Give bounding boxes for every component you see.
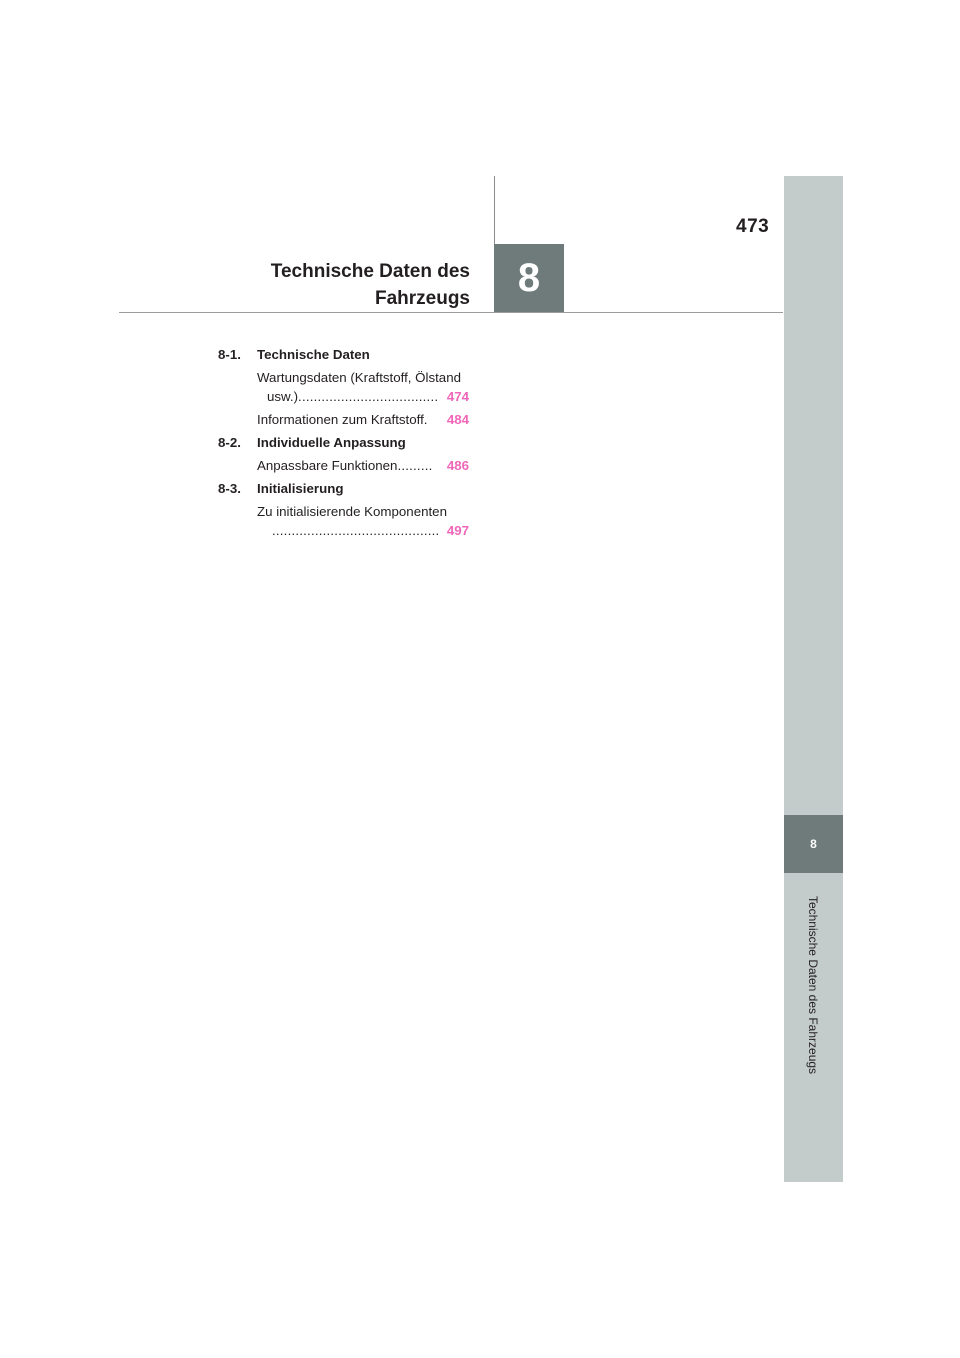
chapter-number-box: 8 [494, 244, 564, 313]
section-number: 8-2. [218, 435, 241, 450]
side-tab-label: Technische Daten des Fahrzeugs [806, 895, 820, 1075]
page-link[interactable]: 474 [446, 389, 469, 404]
section-number: 8-1. [218, 347, 241, 362]
entry-title: Zu initialisierende Komponenten [257, 504, 447, 519]
entry-title: Informationen zum Kraftstoff [257, 412, 424, 427]
chapter-title-line1: Technische Daten des [270, 261, 470, 282]
toc-section-8-2 [218, 434, 470, 457]
toc-entry-kraftstoff-info[interactable] [257, 411, 469, 428]
section-title: Individuelle Anpassung [257, 435, 406, 450]
page-link[interactable]: 486 [446, 458, 469, 473]
entry-title: Wartungsdaten (Kraftstoff, Ölstand [257, 370, 461, 385]
section-title: Technische Daten [257, 347, 370, 362]
header-rule [119, 312, 783, 313]
toc-entry-initialisierende-komponenten[interactable] [257, 503, 469, 539]
chapter-title [271, 258, 470, 312]
toc-entry-wartungsdaten[interactable] [257, 369, 469, 405]
entry-title-cont: usw.) [267, 389, 299, 404]
table-of-contents [218, 346, 470, 545]
side-tab-number[interactable]: 8 [784, 815, 843, 873]
toc-section-8-3 [218, 480, 470, 503]
page-link[interactable]: 484 [446, 412, 469, 427]
page-link[interactable]: 497 [446, 523, 469, 538]
section-title: Initialisierung [257, 481, 344, 496]
toc-section-8-1 [218, 346, 470, 369]
leader-dots: ........................................... [272, 523, 440, 538]
section-number: 8-3. [218, 481, 241, 496]
leader-dots: ......... [397, 458, 433, 473]
chapter-title-line2: Fahrzeugs [374, 288, 470, 309]
leader-dots: . [423, 412, 428, 427]
header-divider-vertical [494, 176, 495, 244]
page-number: 473 [736, 216, 770, 237]
toc-entry-anpassbare-funktionen[interactable] [257, 457, 469, 474]
leader-dots: .................................... [298, 389, 439, 404]
entry-title: Anpassbare Funktionen [257, 458, 398, 473]
